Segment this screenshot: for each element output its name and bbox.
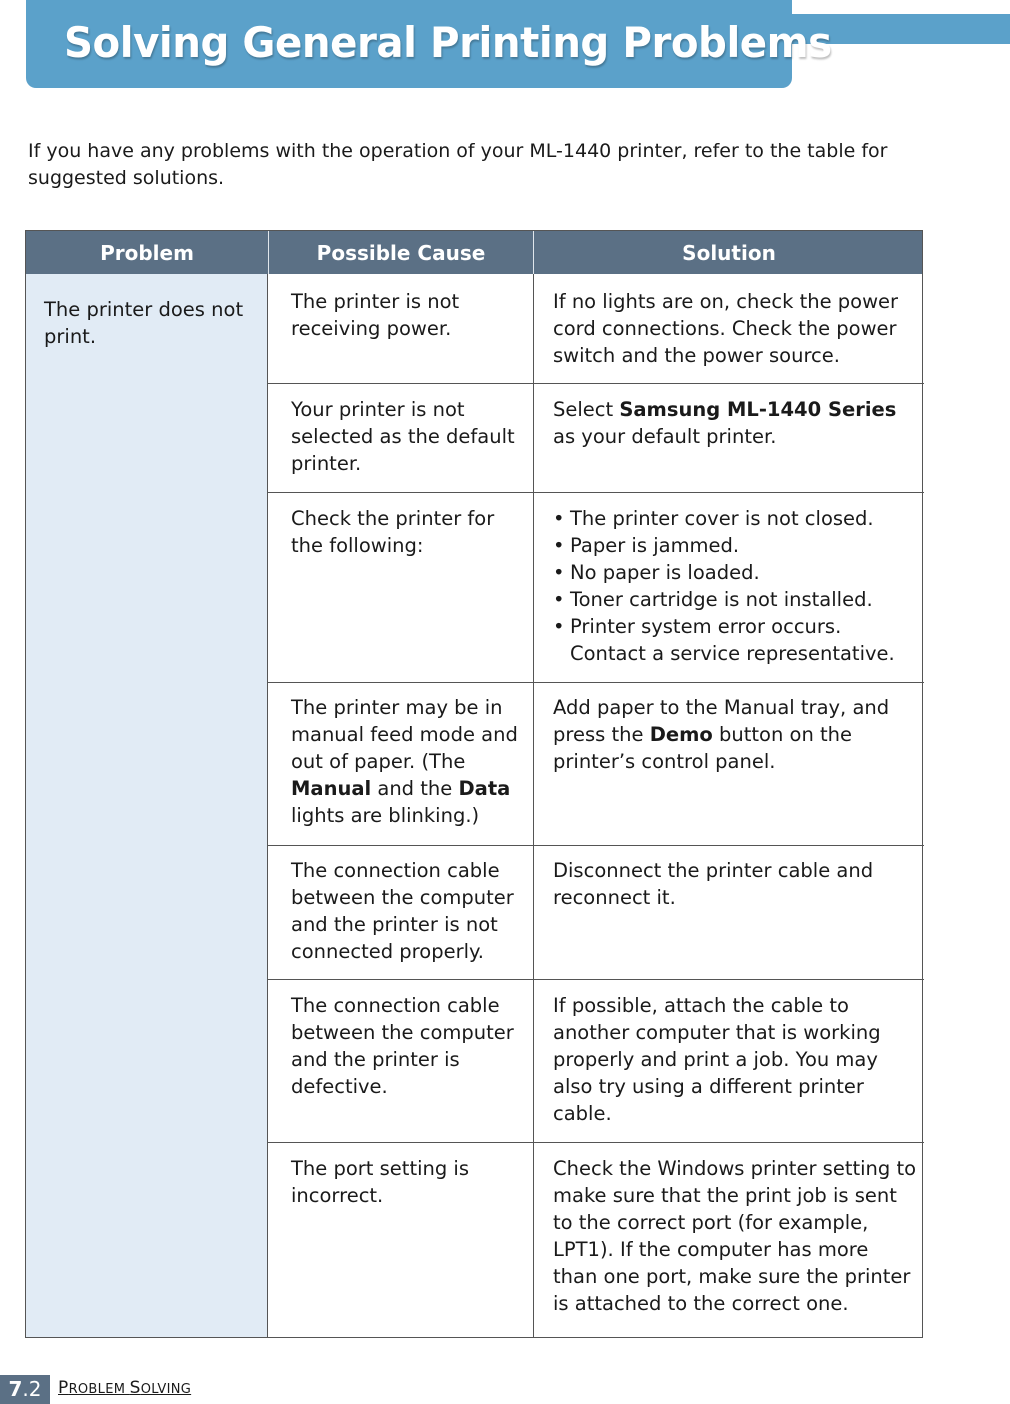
column-header-problem: Problem bbox=[100, 241, 194, 265]
solution-cell bbox=[553, 694, 913, 775]
cause-cell: The connection cable between the computer and the printer is defective. bbox=[291, 994, 514, 1098]
problem-cell: The printer does not print. bbox=[44, 298, 244, 348]
footer-text: OLVING bbox=[140, 1382, 192, 1397]
list-item: • Printer system error occurs. Contact a service representative. bbox=[553, 613, 898, 667]
column-header-cause: Possible Cause bbox=[316, 241, 486, 265]
cause-cell bbox=[291, 694, 523, 829]
solution-cell: If no lights are on, check the power cord connections. Check the power switch and the power source. bbox=[553, 290, 899, 367]
solution-cell: Check the Windows printer setting to make sure that the print job is sent to the correct port (for example, LPT1). If the computer has more than one port, make sure the printer is attached to the correct one. bbox=[553, 1157, 917, 1315]
cause-text: The printer may be in manual feed mode and out of paper. (The bbox=[291, 696, 518, 773]
table-header bbox=[26, 231, 922, 274]
list-item: • The printer cover is not closed. bbox=[553, 505, 898, 532]
page-number: .2 bbox=[22, 1377, 42, 1401]
solution-bold-text: Samsung ML-1440 Series bbox=[619, 398, 897, 421]
footer-text: S bbox=[129, 1378, 141, 1398]
row-divider bbox=[268, 1142, 924, 1143]
column-header-solution: Solution bbox=[682, 241, 776, 265]
chapter-number: 7 bbox=[8, 1377, 23, 1401]
intro-paragraph: If you have any problems with the operation of your ML-1440 printer, refer to the table for suggested solutions. bbox=[28, 140, 888, 189]
solution-cell bbox=[553, 396, 913, 450]
problem-table bbox=[25, 230, 923, 1338]
list-item: • Paper is jammed. bbox=[553, 532, 898, 559]
row-divider bbox=[268, 682, 924, 683]
solution-text: Select bbox=[553, 398, 620, 421]
solution-text: button on the printer’s control panel. bbox=[553, 723, 853, 773]
page-title: Solving General Printing Problems bbox=[64, 18, 832, 67]
footer-text: ROBLEM bbox=[68, 1382, 130, 1397]
solution-cell: If possible, attach the cable to another computer that is working properly and print a job. You may also try using a different printer cable. bbox=[553, 994, 881, 1125]
row-divider bbox=[268, 845, 924, 846]
list-item: • No paper is loaded. bbox=[553, 559, 898, 586]
solution-text: Add paper to the Manual tray, and press the bbox=[553, 696, 890, 746]
row-divider bbox=[268, 383, 924, 384]
cause-cell: The port setting is incorrect. bbox=[291, 1157, 470, 1207]
solution-checklist bbox=[553, 505, 898, 667]
column-divider bbox=[533, 274, 534, 1338]
list-item: • Toner cartridge is not installed. bbox=[553, 586, 898, 613]
solution-text: as your default printer. bbox=[553, 425, 777, 448]
problem-column bbox=[26, 231, 268, 1337]
footer-text: P bbox=[58, 1378, 69, 1398]
data-light-label: Data bbox=[458, 777, 511, 800]
cause-text: lights are blinking.) bbox=[291, 804, 480, 827]
cause-cell: The printer is not receiving power. bbox=[291, 290, 460, 340]
page-number-badge bbox=[0, 1375, 50, 1404]
row-divider bbox=[268, 492, 924, 493]
manual-light-label: Manual bbox=[291, 777, 372, 800]
cause-cell: Your printer is not selected as the default printer. bbox=[291, 398, 515, 475]
cause-cell: Check the printer for the following: bbox=[291, 507, 495, 557]
cause-text: and the bbox=[371, 777, 459, 800]
demo-button-label: Demo bbox=[649, 723, 713, 746]
solution-cell: Disconnect the printer cable and reconnect it. bbox=[553, 859, 874, 909]
row-divider bbox=[268, 979, 924, 980]
cause-cell: The connection cable between the computer and the printer is not connected properly. bbox=[291, 859, 514, 963]
footer-section-label bbox=[58, 1378, 191, 1398]
